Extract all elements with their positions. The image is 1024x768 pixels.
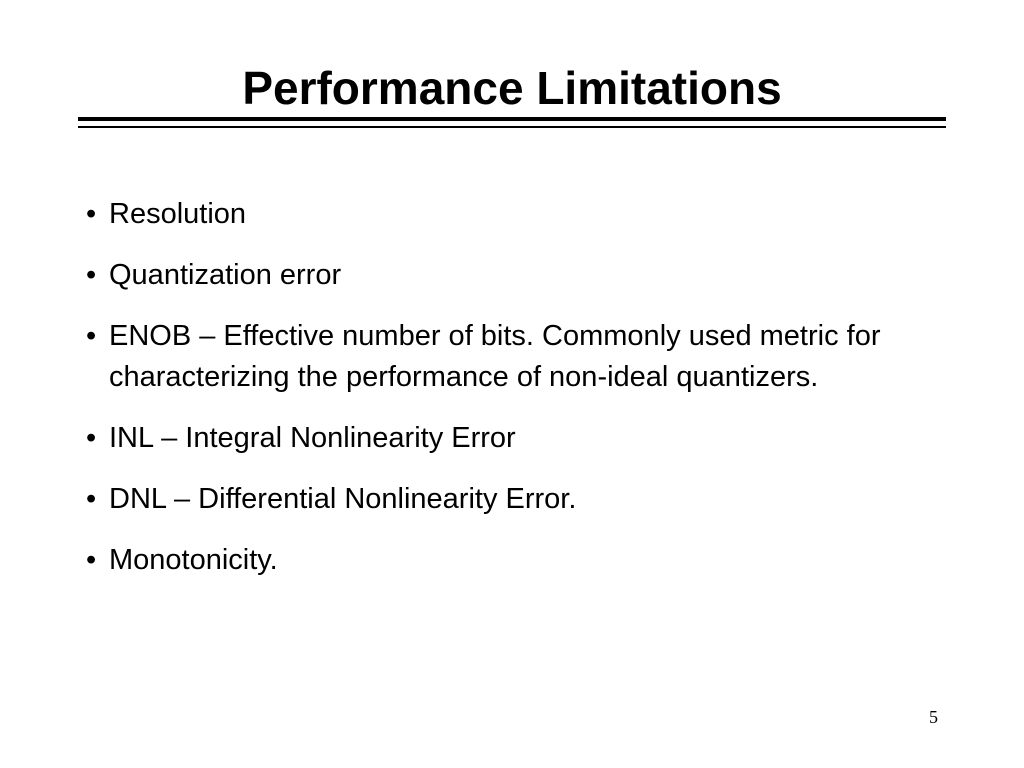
bullet-item-inl	[86, 418, 946, 459]
bullet-icon: •	[86, 422, 97, 454]
bullet-list	[86, 194, 946, 601]
bullet-icon: •	[86, 259, 97, 291]
bullet-item-dnl	[86, 479, 946, 520]
bullet-item-quantization-error	[86, 255, 946, 296]
bullet-text: INL – Integral Nonlinearity Error	[109, 422, 516, 454]
bullet-icon: •	[86, 320, 97, 352]
bullet-item-monotonicity	[86, 540, 946, 581]
bullet-item-enob	[86, 316, 946, 398]
bullet-icon: •	[86, 483, 97, 515]
bullet-text: Monotonicity.	[109, 544, 278, 576]
bullet-icon: •	[86, 544, 97, 576]
bullet-text: Resolution	[109, 198, 247, 230]
slide-title: Performance Limitations	[242, 62, 782, 114]
bullet-text: ENOB – Effective number of bits. Commonly used metric for characterizing the performance of non-ideal quantizers.	[109, 320, 881, 393]
title-underline-thin	[78, 126, 946, 128]
bullet-icon: •	[86, 198, 97, 230]
title-underline-thick	[78, 117, 946, 121]
bullet-text: DNL – Differential Nonlinearity Error.	[109, 483, 577, 515]
page-number: 5	[929, 707, 938, 727]
bullet-text: Quantization error	[109, 259, 342, 291]
bullet-item-resolution	[86, 194, 946, 235]
